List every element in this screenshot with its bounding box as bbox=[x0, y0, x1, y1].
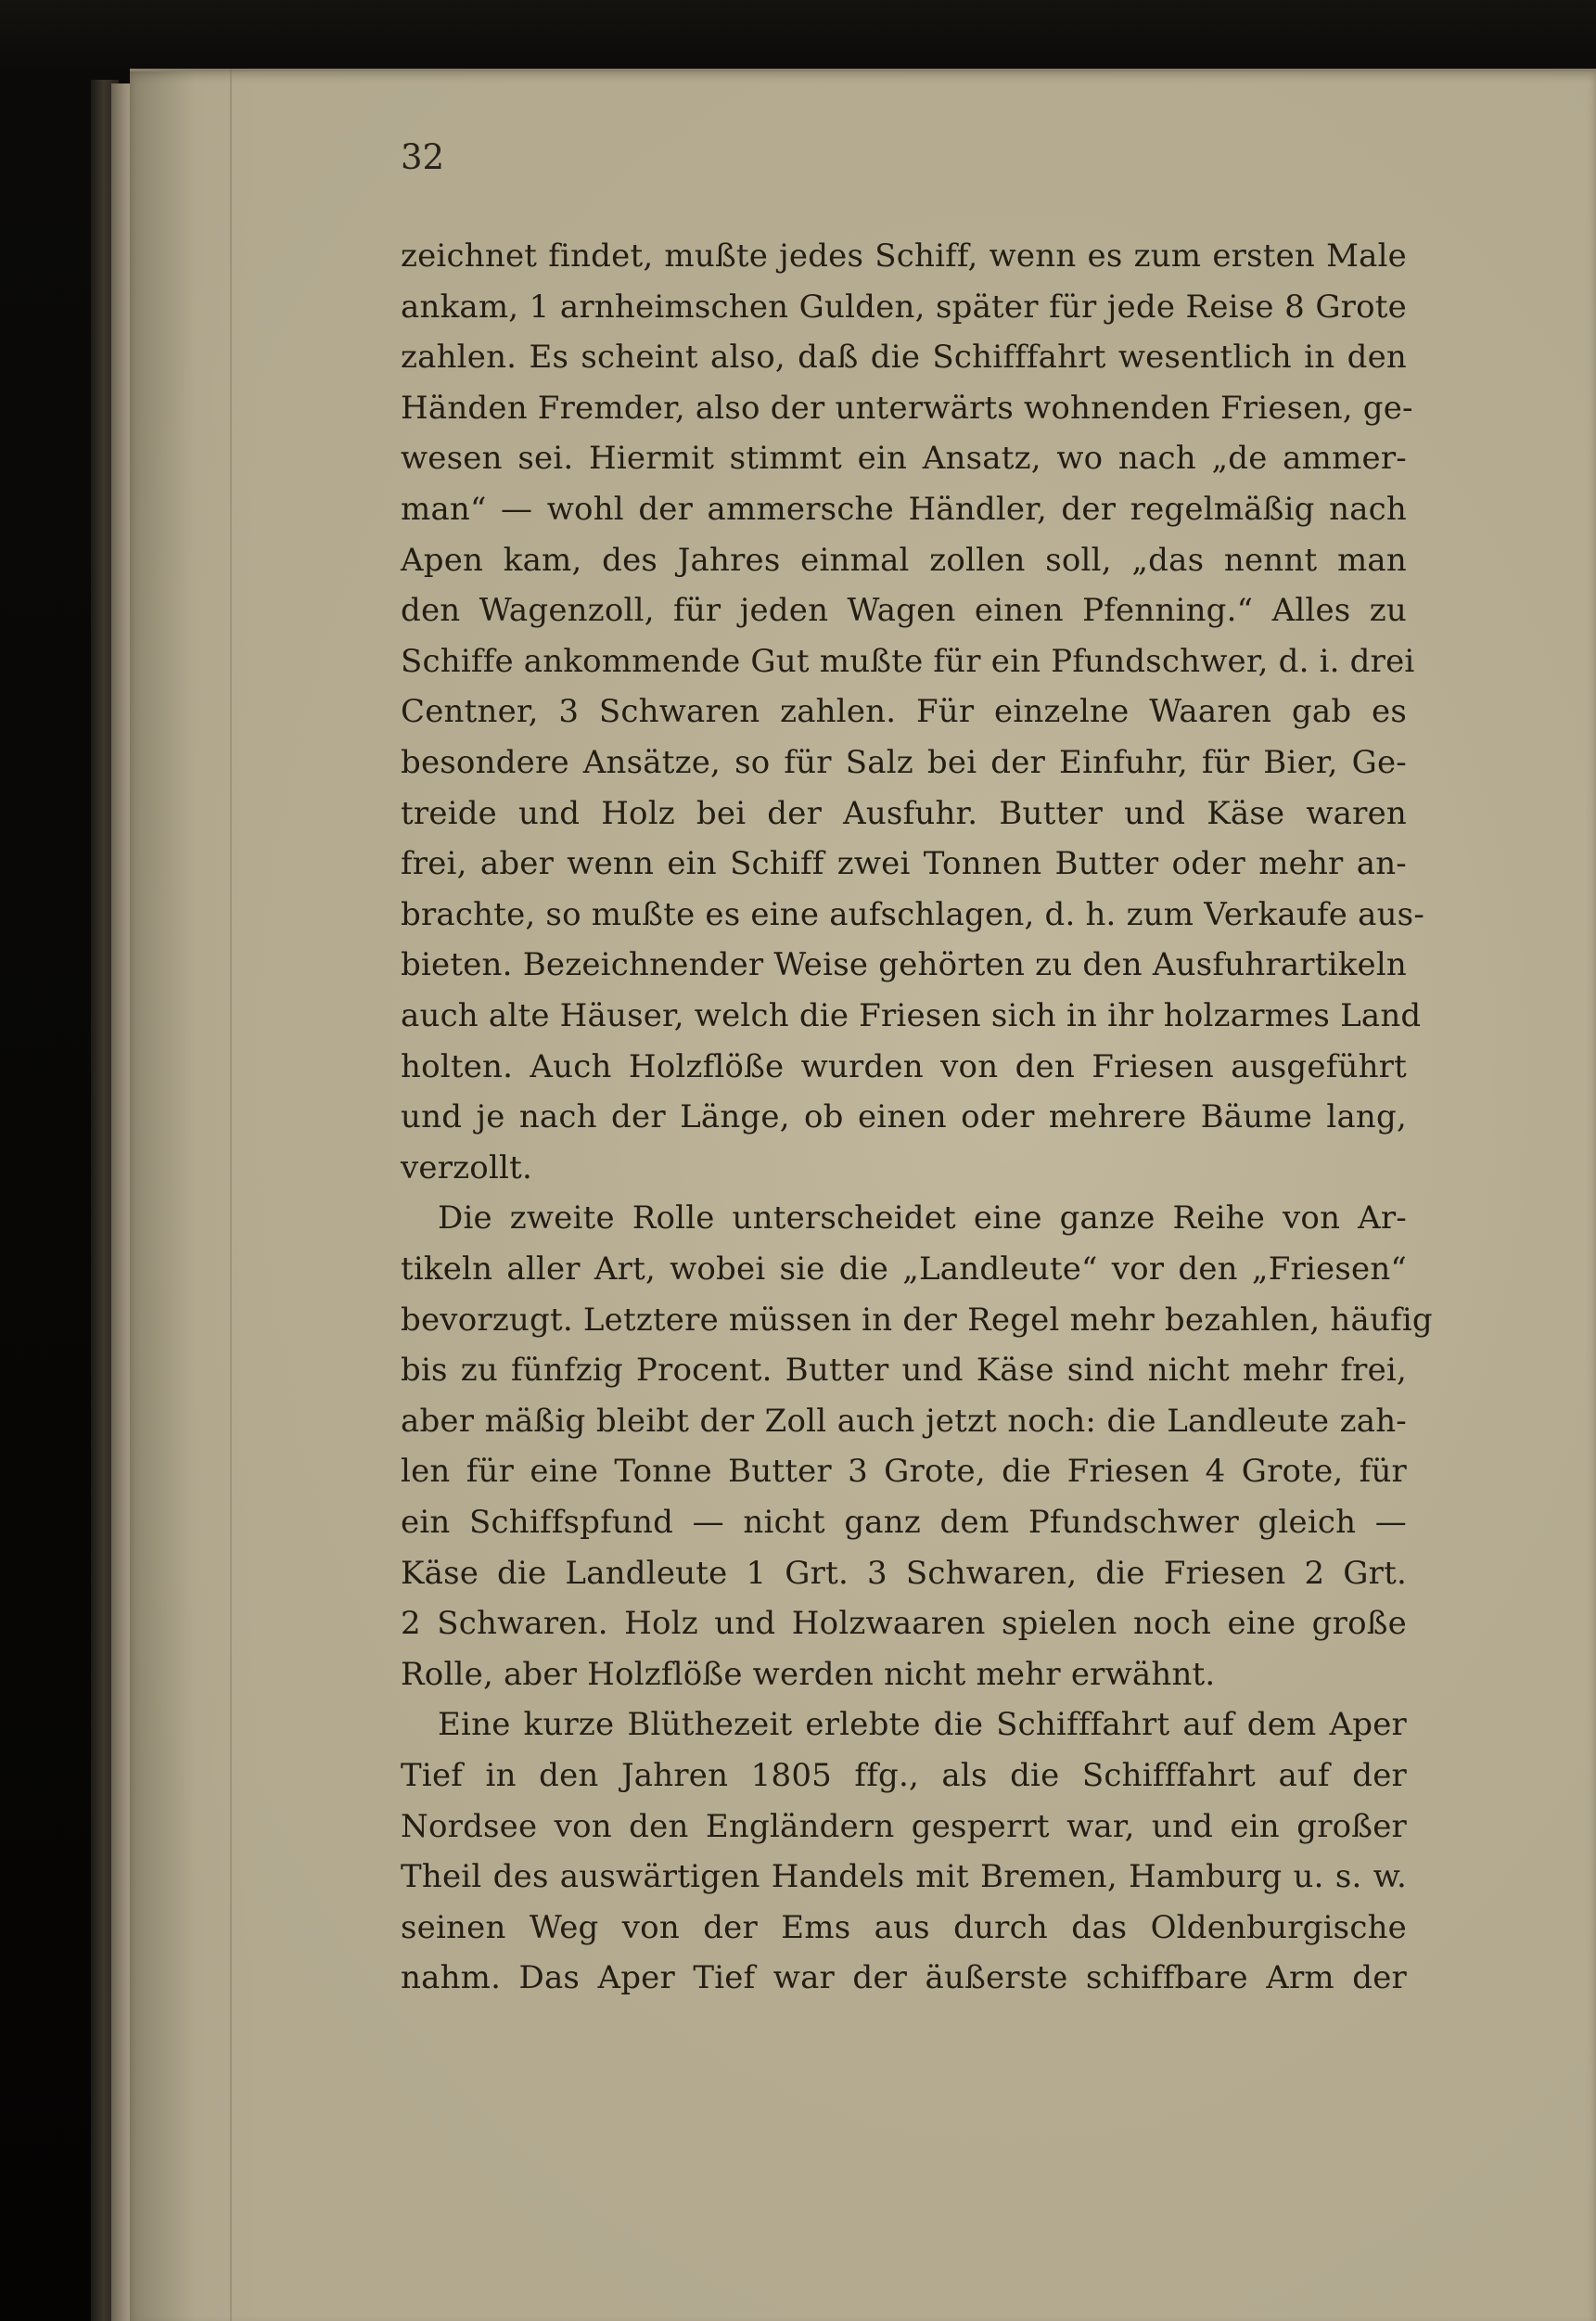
text-line: aber mäßig bleibt der Zoll auch jetzt noch: die Landleute zah- bbox=[401, 1402, 1407, 1440]
text-line: verzollt. bbox=[401, 1148, 532, 1186]
text-line: 2 Schwaren. Holz und Holzwaaren spielen noch eine große bbox=[401, 1605, 1407, 1643]
text-line: len für eine Tonne Butter 3 Grote, die Friesen 4 Grote, für bbox=[401, 1453, 1407, 1491]
text-line: zahlen. Es scheint also, daß die Schifffahrt wesentlich in den bbox=[401, 339, 1407, 377]
text-line: und je nach der Länge, ob einen oder mehrere Bäume lang, bbox=[401, 1098, 1407, 1136]
text-line: Tief in den Jahren 1805 ffg., als die Schifffahrt auf der bbox=[401, 1757, 1407, 1794]
page-top-edge bbox=[130, 69, 1596, 71]
text-line: tikeln aller Art, wobei sie die „Landleute“ vor den „Friesen“ bbox=[401, 1250, 1407, 1288]
text-line: bis zu fünfzig Procent. Butter und Käse sind nicht mehr frei, bbox=[401, 1352, 1407, 1390]
text-line: besondere Ansätze, so für Salz bei der Einfuhr, für Bier, Ge- bbox=[401, 744, 1407, 781]
text-line: Rolle, aber Holzflöße werden nicht mehr erwähnt. bbox=[401, 1655, 1216, 1693]
text-line: Nordsee von den Engländern gesperrt war, und ein großer bbox=[401, 1807, 1407, 1845]
text-line: seinen Weg von der Ems aus durch das Oldenburgische bbox=[401, 1908, 1407, 1946]
page-number: 32 bbox=[401, 137, 445, 177]
text-line: bevorzugt. Letztere müssen in der Regel mehr bezahlen, häufig bbox=[401, 1301, 1433, 1339]
text-line: Eine kurze Blüthezeit erlebte die Schifffahrt auf dem Aper bbox=[438, 1706, 1407, 1744]
text-line: ankam, 1 arnheimschen Gulden, später für jede Reise 8 Grote bbox=[401, 288, 1407, 326]
text-line: nahm. Das Aper Tief war der äußerste schiffbare Arm der bbox=[401, 1959, 1407, 1997]
text-line: auch alte Häuser, welch die Friesen sich in ihr holzarmes Land bbox=[401, 997, 1422, 1034]
text-line: den Wagenzoll, für jeden Wagen einen Pfenning.“ Alles zu bbox=[401, 592, 1407, 630]
text-line: treide und Holz bei der Ausfuhr. Butter und Käse waren bbox=[401, 794, 1407, 832]
text-line: Theil des auswärtigen Handels mit Bremen, Hamburg u. s. w. bbox=[401, 1858, 1407, 1896]
text-line: brachte, so mußte es eine aufschlagen, d. h. zum Verkaufe aus- bbox=[401, 895, 1425, 933]
text-line: Käse die Landleute 1 Grt. 3 Schwaren, die Friesen 2 Grt. bbox=[401, 1554, 1407, 1592]
text-line: wesen sei. Hiermit stimmt ein Ansatz, wo nach „de ammer- bbox=[401, 440, 1407, 478]
text-line: frei, aber wenn ein Schiff zwei Tonnen Butter oder mehr an- bbox=[401, 845, 1407, 883]
text-line: Apen kam, des Jahres einmal zollen soll, „das nennt man bbox=[401, 541, 1407, 579]
text-line: Schiffe ankommende Gut mußte für ein Pfundschwer, d. i. drei bbox=[401, 642, 1415, 680]
page-gutter-fold bbox=[230, 69, 232, 2321]
text-line: zeichnet findet, mußte jedes Schiff, wenn es zum ersten Male bbox=[401, 237, 1407, 275]
text-line: bieten. Bezeichnender Weise gehörten zu den Ausfuhrartikeln bbox=[401, 946, 1407, 984]
text-line: man“ — wohl der ammersche Händler, der regelmäßig nach bbox=[401, 491, 1407, 528]
text-line: holten. Auch Holzflöße wurden von den Friesen ausgeführt bbox=[401, 1047, 1407, 1085]
text-line: Centner, 3 Schwaren zahlen. Für einzelne Waaren gab es bbox=[401, 693, 1407, 731]
text-line: Händen Fremder, also der unterwärts wohnenden Friesen, ge- bbox=[401, 389, 1413, 427]
text-line: ein Schiffspfund — nicht ganz dem Pfundschwer gleich — bbox=[401, 1504, 1407, 1541]
text-line: Die zweite Rolle unterscheidet eine ganze Reihe von Ar- bbox=[438, 1199, 1407, 1237]
